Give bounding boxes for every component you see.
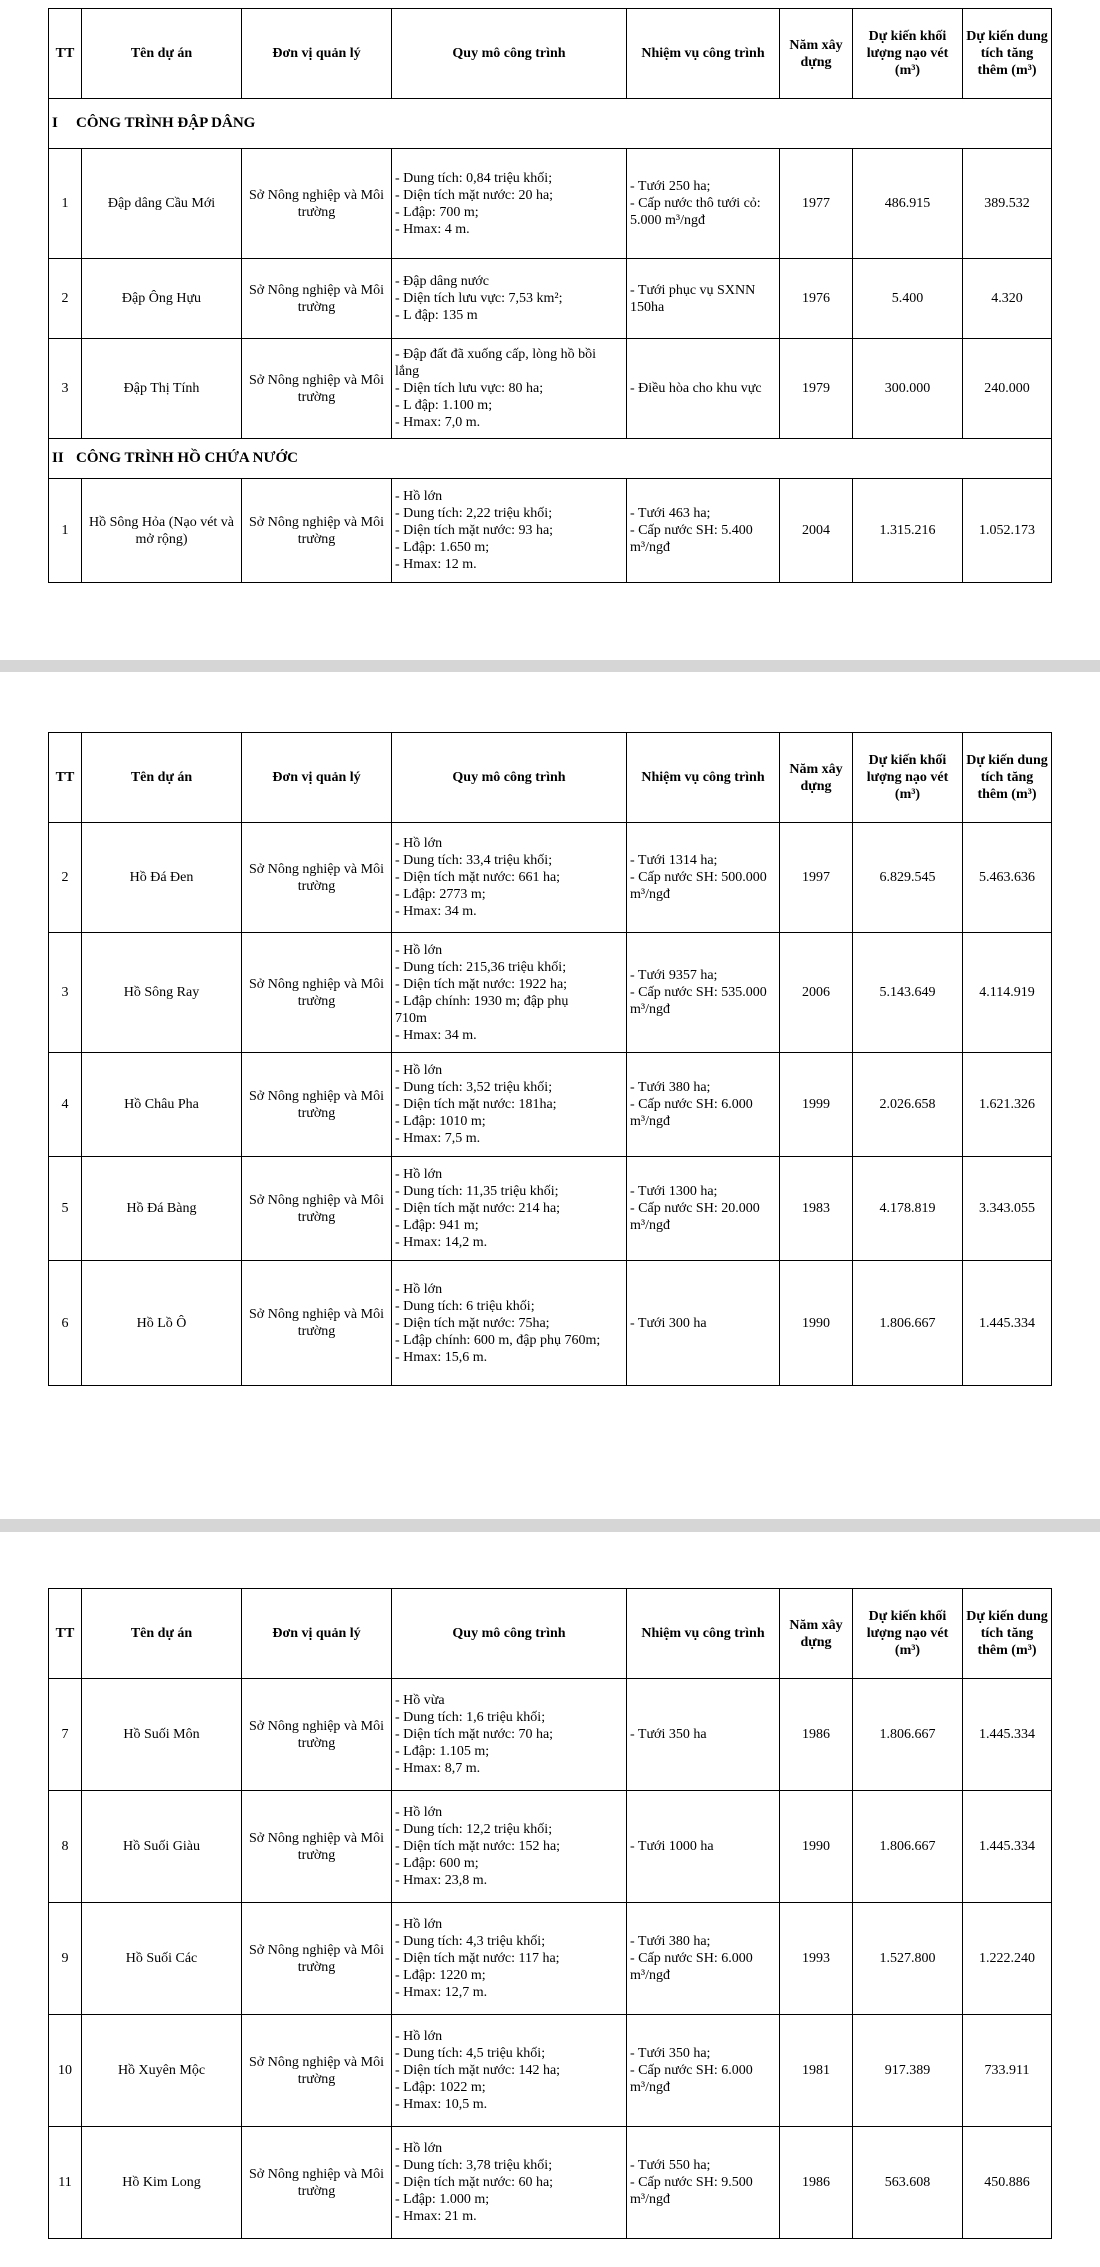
cell-task	[627, 1791, 780, 1903]
scale-line: - Lđập: 1022 m;	[395, 2080, 486, 2095]
cell-project-name: Hồ Đá Bàng	[82, 1157, 242, 1261]
table-row	[49, 1261, 1052, 1386]
cell-management-unit: Sở Nông nghiệp và Môi trường	[242, 933, 392, 1053]
table-row	[49, 1791, 1052, 1903]
cell-scale	[392, 1903, 627, 2015]
cell-scale	[392, 2127, 627, 2239]
scale-line: - Hmax: 8,7 m.	[395, 1761, 481, 1776]
header-project-name: Tên dự án	[82, 1589, 242, 1679]
table-header-row	[49, 733, 1052, 823]
header-project-name: Tên dự án	[82, 9, 242, 99]
cell-capacity-increase: 4.114.919	[963, 933, 1052, 1053]
task-line: m³/ngđ	[630, 540, 670, 555]
scale-line: - Hồ lớn	[395, 2141, 443, 2156]
header-dredge-volume: Dự kiến khối lượng nạo vét (m³)	[853, 9, 963, 99]
document-page-3	[0, 1532, 1100, 2267]
cell-tt: 4	[49, 1053, 82, 1157]
cell-management-unit: Sở Nông nghiệp và Môi trường	[242, 259, 392, 339]
cell-project-name: Hồ Xuyên Mộc	[82, 2015, 242, 2127]
scale-line: - Dung tích: 3,52 triệu khối;	[395, 1080, 553, 1095]
cell-capacity-increase: 1.052.173	[963, 479, 1052, 583]
task-line: 5.000 m³/ngđ	[630, 213, 705, 228]
cell-task	[627, 339, 780, 439]
scale-line: - Hmax: 34 m.	[395, 1027, 477, 1043]
cell-year: 1999	[780, 1053, 853, 1157]
cell-year: 1981	[780, 2015, 853, 2127]
scale-line: 710m	[395, 1010, 427, 1026]
cell-scale	[392, 933, 627, 1053]
table-row	[49, 1157, 1052, 1261]
scale-line: - Hồ lớn	[395, 1167, 443, 1182]
cell-scale	[392, 1261, 627, 1386]
cell-year: 1997	[780, 823, 853, 933]
scale-line: - Hmax: 14,2 m.	[395, 1235, 488, 1250]
scale-line: - Dung tích: 11,35 triệu khối;	[395, 1184, 559, 1199]
cell-capacity-increase: 1.445.334	[963, 1261, 1052, 1386]
cell-year: 1977	[780, 149, 853, 259]
cell-capacity-increase: 240.000	[963, 339, 1052, 439]
cell-tt: 11	[49, 2127, 82, 2239]
table-row	[49, 149, 1052, 259]
header-management-unit: Đơn vị quản lý	[242, 733, 392, 823]
scale-line: - Diện tích mặt nước: 70 ha;	[395, 1727, 554, 1742]
section-number: I	[52, 115, 58, 131]
task-line: - Tưới 350 ha	[630, 1727, 707, 1742]
section-row	[49, 99, 1052, 149]
cell-year: 2004	[780, 479, 853, 583]
cell-management-unit: Sở Nông nghiệp và Môi trường	[242, 1261, 392, 1386]
cell-capacity-increase: 1.445.334	[963, 1791, 1052, 1903]
scale-line: - Hồ lớn	[395, 1281, 443, 1297]
cell-management-unit: Sở Nông nghiệp và Môi trường	[242, 1791, 392, 1903]
scale-line: - Diện tích mặt nước: 60 ha;	[395, 2175, 554, 2190]
cell-capacity-increase: 733.911	[963, 2015, 1052, 2127]
scale-line: - L đập: 135 m	[395, 308, 478, 323]
cell-task	[627, 1053, 780, 1157]
cell-task	[627, 2015, 780, 2127]
cell-project-name: Hồ Suối Môn	[82, 1679, 242, 1791]
header-year: Năm xây dựng	[780, 1589, 853, 1679]
cell-capacity-increase: 1.222.240	[963, 1903, 1052, 2015]
table-header-row	[49, 9, 1052, 99]
scale-line: - Diện tích mặt nước: 20 ha;	[395, 187, 554, 203]
scale-line: - Lđập chính: 600 m, đập phụ 760m;	[395, 1332, 601, 1348]
cell-tt: 3	[49, 339, 82, 439]
table-row	[49, 2015, 1052, 2127]
table-row	[49, 823, 1052, 933]
task-line: - Tưới 550 ha;	[630, 2158, 711, 2173]
scale-line: - Hồ lớn	[395, 1917, 443, 1932]
cell-scale	[392, 823, 627, 933]
cell-year: 1979	[780, 339, 853, 439]
header-tt: TT	[49, 733, 82, 823]
cell-scale	[392, 2015, 627, 2127]
cell-dredge-volume: 5.143.649	[853, 933, 963, 1053]
cell-scale	[392, 149, 627, 259]
cell-year: 1986	[780, 1679, 853, 1791]
scale-line: - Lđập: 1010 m;	[395, 1114, 486, 1129]
cell-scale	[392, 1157, 627, 1261]
task-line: - Tưới 380 ha;	[630, 1080, 711, 1095]
scale-line: - Dung tích: 4,3 triệu khối;	[395, 1934, 546, 1949]
cell-project-name: Hồ Suối Các	[82, 1903, 242, 2015]
scale-line: - Hồ lớn	[395, 2029, 443, 2044]
cell-scale	[392, 1791, 627, 1903]
scale-line: - Lđập: 1220 m;	[395, 1968, 486, 1983]
cell-dredge-volume: 1.527.800	[853, 1903, 963, 2015]
cell-year: 1990	[780, 1261, 853, 1386]
task-line: m³/ngđ	[630, 887, 670, 902]
cell-scale	[392, 479, 627, 583]
scale-line: - Đập dâng nước	[395, 274, 489, 289]
reservoir-table-page-1	[48, 8, 1052, 583]
cell-capacity-increase: 4.320	[963, 259, 1052, 339]
scale-line: - Đập đất đã xuống cấp, lòng hồ bồi	[395, 347, 597, 362]
cell-dredge-volume: 486.915	[853, 149, 963, 259]
scale-line: - Hmax: 4 m.	[395, 221, 470, 237]
section-label: CÔNG TRÌNH HỒ CHỨA NƯỚC	[76, 450, 298, 466]
table-row	[49, 1053, 1052, 1157]
scale-line: - Hmax: 21 m.	[395, 2209, 477, 2224]
cell-tt: 3	[49, 933, 82, 1053]
cell-tt: 1	[49, 479, 82, 583]
scale-line: - Lđập: 1.105 m;	[395, 1744, 490, 1759]
cell-dredge-volume: 1.806.667	[853, 1679, 963, 1791]
section-title	[49, 439, 1052, 479]
header-task: Nhiệm vụ công trình	[627, 9, 780, 99]
cell-project-name: Đập Ông Hựu	[82, 259, 242, 339]
scale-line: - Dung tích: 12,2 triệu khối;	[395, 1822, 553, 1837]
cell-management-unit: Sở Nông nghiệp và Môi trường	[242, 149, 392, 259]
cell-management-unit: Sở Nông nghiệp và Môi trường	[242, 2015, 392, 2127]
reservoir-table-page-2	[48, 732, 1052, 1386]
header-scale: Quy mô công trình	[392, 9, 627, 99]
table-row	[49, 479, 1052, 583]
task-line: m³/ngđ	[630, 1114, 670, 1129]
task-line: - Cấp nước SH: 500.000	[630, 870, 767, 885]
cell-management-unit: Sở Nông nghiệp và Môi trường	[242, 2127, 392, 2239]
cell-scale	[392, 259, 627, 339]
scale-line: - Lđập: 941 m;	[395, 1218, 479, 1233]
scale-line: - Diện tích mặt nước: 75ha;	[395, 1315, 550, 1331]
scale-line: - Lđập: 1.650 m;	[395, 540, 490, 555]
scale-line: - Hmax: 12,7 m.	[395, 1985, 488, 2000]
cell-tt: 10	[49, 2015, 82, 2127]
table-header-row	[49, 1589, 1052, 1679]
scale-line: - Diện tích mặt nước: 117 ha;	[395, 1951, 560, 1966]
cell-task	[627, 823, 780, 933]
scale-line: - Dung tích: 6 triệu khối;	[395, 1298, 535, 1314]
section-label: CÔNG TRÌNH ĐẬP DÂNG	[76, 115, 256, 131]
cell-tt: 7	[49, 1679, 82, 1791]
task-line: - Tưới 1314 ha;	[630, 853, 718, 868]
table-row	[49, 2127, 1052, 2239]
scale-line: - Diện tích mặt nước: 661 ha;	[395, 870, 561, 885]
table-row	[49, 339, 1052, 439]
header-tt: TT	[49, 9, 82, 99]
cell-task	[627, 933, 780, 1053]
header-scale: Quy mô công trình	[392, 733, 627, 823]
cell-capacity-increase: 5.463.636	[963, 823, 1052, 933]
scale-line: - Hồ lớn	[395, 1063, 443, 1078]
task-line: m³/ngđ	[630, 1218, 670, 1233]
section-row	[49, 439, 1052, 479]
scale-line: - Hmax: 34 m.	[395, 904, 477, 919]
scale-line: - Diện tích mặt nước: 181ha;	[395, 1097, 557, 1112]
cell-tt: 6	[49, 1261, 82, 1386]
document-page-2	[0, 672, 1100, 1519]
cell-dredge-volume: 1.806.667	[853, 1261, 963, 1386]
cell-management-unit: Sở Nông nghiệp và Môi trường	[242, 1679, 392, 1791]
cell-project-name: Hồ Kim Long	[82, 2127, 242, 2239]
header-management-unit: Đơn vị quản lý	[242, 9, 392, 99]
scale-line: - Diện tích mặt nước: 152 ha;	[395, 1839, 561, 1854]
header-project-name: Tên dự án	[82, 733, 242, 823]
cell-tt: 8	[49, 1791, 82, 1903]
cell-scale	[392, 339, 627, 439]
task-line: 150ha	[630, 299, 665, 315]
task-line: - Tưới phục vụ SXNN	[630, 282, 756, 298]
task-line: - Tưới 380 ha;	[630, 1934, 711, 1949]
cell-tt: 5	[49, 1157, 82, 1261]
cell-task	[627, 1679, 780, 1791]
scale-line: - Dung tích: 215,36 triệu khối;	[395, 959, 567, 975]
cell-dredge-volume: 4.178.819	[853, 1157, 963, 1261]
scale-line: - Hmax: 10,5 m.	[395, 2097, 488, 2112]
scale-line: - Hmax: 15,6 m.	[395, 1349, 488, 1365]
cell-management-unit: Sở Nông nghiệp và Môi trường	[242, 823, 392, 933]
task-line: - Cấp nước SH: 535.000	[630, 985, 767, 1000]
cell-year: 1976	[780, 259, 853, 339]
scale-line: - Hồ vừa	[395, 1693, 445, 1708]
task-line: - Tưới 250 ha;	[630, 179, 711, 194]
cell-task	[627, 2127, 780, 2239]
header-capacity-increase: Dự kiến dung tích tăng thêm (m³)	[963, 733, 1052, 823]
cell-project-name: Hồ Lồ Ô	[82, 1261, 242, 1386]
cell-capacity-increase: 450.886	[963, 2127, 1052, 2239]
header-task: Nhiệm vụ công trình	[627, 1589, 780, 1679]
scale-line: - Hồ lớn	[395, 836, 443, 851]
cell-year: 1993	[780, 1903, 853, 2015]
scale-line: - L đập: 1.100 m;	[395, 398, 493, 413]
cell-task	[627, 479, 780, 583]
document-page-1	[0, 0, 1100, 660]
scale-line: - Diện tích lưu vực: 80 ha;	[395, 381, 544, 396]
scale-line: - Dung tích: 2,22 triệu khối;	[395, 506, 553, 521]
scale-line: lắng	[395, 364, 420, 379]
task-line: - Tưới 1000 ha	[630, 1839, 714, 1854]
table-row	[49, 933, 1052, 1053]
cell-year: 1986	[780, 2127, 853, 2239]
cell-dredge-volume: 300.000	[853, 339, 963, 439]
cell-task	[627, 1157, 780, 1261]
scale-line: - Hmax: 7,5 m.	[395, 1131, 481, 1146]
scale-line: - Diện tích mặt nước: 93 ha;	[395, 523, 554, 538]
cell-year: 2006	[780, 933, 853, 1053]
task-line: - Tưới 9357 ha;	[630, 968, 718, 983]
task-line: - Cấp nước SH: 6.000	[630, 1951, 753, 1966]
task-line: - Cấp nước SH: 6.000	[630, 1097, 753, 1112]
cell-tt: 2	[49, 259, 82, 339]
section-title	[49, 99, 1052, 149]
cell-capacity-increase: 1.445.334	[963, 1679, 1052, 1791]
cell-dredge-volume: 2.026.658	[853, 1053, 963, 1157]
cell-dredge-volume: 917.389	[853, 2015, 963, 2127]
task-line: - Tưới 1300 ha;	[630, 1184, 718, 1199]
cell-tt: 2	[49, 823, 82, 933]
scale-line: - Dung tích: 0,84 triệu khối;	[395, 170, 553, 186]
scale-line: - Dung tích: 33,4 triệu khối;	[395, 853, 553, 868]
cell-tt: 1	[49, 149, 82, 259]
task-line: - Cấp nước thô tưới cỏ:	[630, 196, 761, 211]
scale-line: - Hồ lớn	[395, 1805, 443, 1820]
cell-project-name: Hồ Sông Hỏa (Nạo vét và mở rộng)	[82, 479, 242, 583]
task-line: - Điều hòa cho khu vực	[630, 381, 762, 396]
task-line: - Cấp nước SH: 6.000	[630, 2063, 753, 2078]
cell-project-name: Hồ Đá Đen	[82, 823, 242, 933]
cell-scale	[392, 1053, 627, 1157]
cell-dredge-volume: 5.400	[853, 259, 963, 339]
cell-scale	[392, 1679, 627, 1791]
cell-task	[627, 149, 780, 259]
cell-management-unit: Sở Nông nghiệp và Môi trường	[242, 479, 392, 583]
scale-line: - Diện tích mặt nước: 142 ha;	[395, 2063, 561, 2078]
cell-capacity-increase: 1.621.326	[963, 1053, 1052, 1157]
header-dredge-volume: Dự kiến khối lượng nạo vét (m³)	[853, 1589, 963, 1679]
scale-line: - Lđập chính: 1930 m; đập phụ	[395, 993, 569, 1009]
header-capacity-increase: Dự kiến dung tích tăng thêm (m³)	[963, 9, 1052, 99]
task-line: m³/ngđ	[630, 2192, 670, 2207]
cell-dredge-volume: 563.608	[853, 2127, 963, 2239]
scale-line: - Hồ lớn	[395, 942, 443, 958]
cell-capacity-increase: 3.343.055	[963, 1157, 1052, 1261]
cell-project-name: Đập dâng Cầu Mới	[82, 149, 242, 259]
cell-project-name: Đập Thị Tính	[82, 339, 242, 439]
scale-line: - Lđập: 2773 m;	[395, 887, 486, 902]
task-line: m³/ngđ	[630, 1968, 670, 1983]
task-line: - Tưới 463 ha;	[630, 506, 711, 521]
cell-dredge-volume: 1.806.667	[853, 1791, 963, 1903]
cell-management-unit: Sở Nông nghiệp và Môi trường	[242, 1053, 392, 1157]
header-management-unit: Đơn vị quản lý	[242, 1589, 392, 1679]
task-line: - Cấp nước SH: 9.500	[630, 2175, 753, 2190]
scale-line: - Hmax: 23,8 m.	[395, 1873, 488, 1888]
cell-tt: 9	[49, 1903, 82, 2015]
task-line: - Cấp nước SH: 5.400	[630, 523, 753, 538]
cell-task	[627, 259, 780, 339]
cell-task	[627, 1903, 780, 2015]
scale-line: - Hmax: 7,0 m.	[395, 415, 481, 430]
task-line: - Tưới 300 ha	[630, 1315, 707, 1331]
reservoir-table-page-3	[48, 1588, 1052, 2239]
section-number: II	[52, 450, 64, 466]
cell-project-name: Hồ Sông Ray	[82, 933, 242, 1053]
cell-project-name: Hồ Suối Giàu	[82, 1791, 242, 1903]
cell-dredge-volume: 6.829.545	[853, 823, 963, 933]
cell-management-unit: Sở Nông nghiệp và Môi trường	[242, 1903, 392, 2015]
header-year: Năm xây dựng	[780, 9, 853, 99]
table-row	[49, 1679, 1052, 1791]
scale-line: - Hmax: 12 m.	[395, 557, 477, 572]
cell-capacity-increase: 389.532	[963, 149, 1052, 259]
header-tt: TT	[49, 1589, 82, 1679]
cell-dredge-volume: 1.315.216	[853, 479, 963, 583]
scale-line: - Dung tích: 3,78 triệu khối;	[395, 2158, 553, 2173]
table-row	[49, 259, 1052, 339]
header-year: Năm xây dựng	[780, 733, 853, 823]
scale-line: - Dung tích: 4,5 triệu khối;	[395, 2046, 546, 2061]
header-capacity-increase: Dự kiến dung tích tăng thêm (m³)	[963, 1589, 1052, 1679]
scale-line: - Dung tích: 1,6 triệu khối;	[395, 1710, 546, 1725]
scale-line: - Lđập: 700 m;	[395, 204, 479, 220]
task-line: m³/ngđ	[630, 1002, 670, 1017]
scale-line: - Hồ lớn	[395, 489, 443, 504]
cell-management-unit: Sở Nông nghiệp và Môi trường	[242, 339, 392, 439]
scale-line: - Lđập: 1.000 m;	[395, 2192, 490, 2207]
scale-line: - Lđập: 600 m;	[395, 1856, 479, 1871]
table-row	[49, 1903, 1052, 2015]
cell-management-unit: Sở Nông nghiệp và Môi trường	[242, 1157, 392, 1261]
cell-year: 1983	[780, 1157, 853, 1261]
header-scale: Quy mô công trình	[392, 1589, 627, 1679]
task-line: - Cấp nước SH: 20.000	[630, 1201, 760, 1216]
task-line: - Tưới 350 ha;	[630, 2046, 711, 2061]
task-line: m³/ngđ	[630, 2080, 670, 2095]
header-dredge-volume: Dự kiến khối lượng nạo vét (m³)	[853, 733, 963, 823]
cell-year: 1990	[780, 1791, 853, 1903]
scale-line: - Diện tích lưu vực: 7,53 km²;	[395, 291, 563, 306]
scale-line: - Diện tích mặt nước: 1922 ha;	[395, 976, 568, 992]
cell-task	[627, 1261, 780, 1386]
cell-project-name: Hồ Châu Pha	[82, 1053, 242, 1157]
header-task: Nhiệm vụ công trình	[627, 733, 780, 823]
scale-line: - Diện tích mặt nước: 214 ha;	[395, 1201, 561, 1216]
